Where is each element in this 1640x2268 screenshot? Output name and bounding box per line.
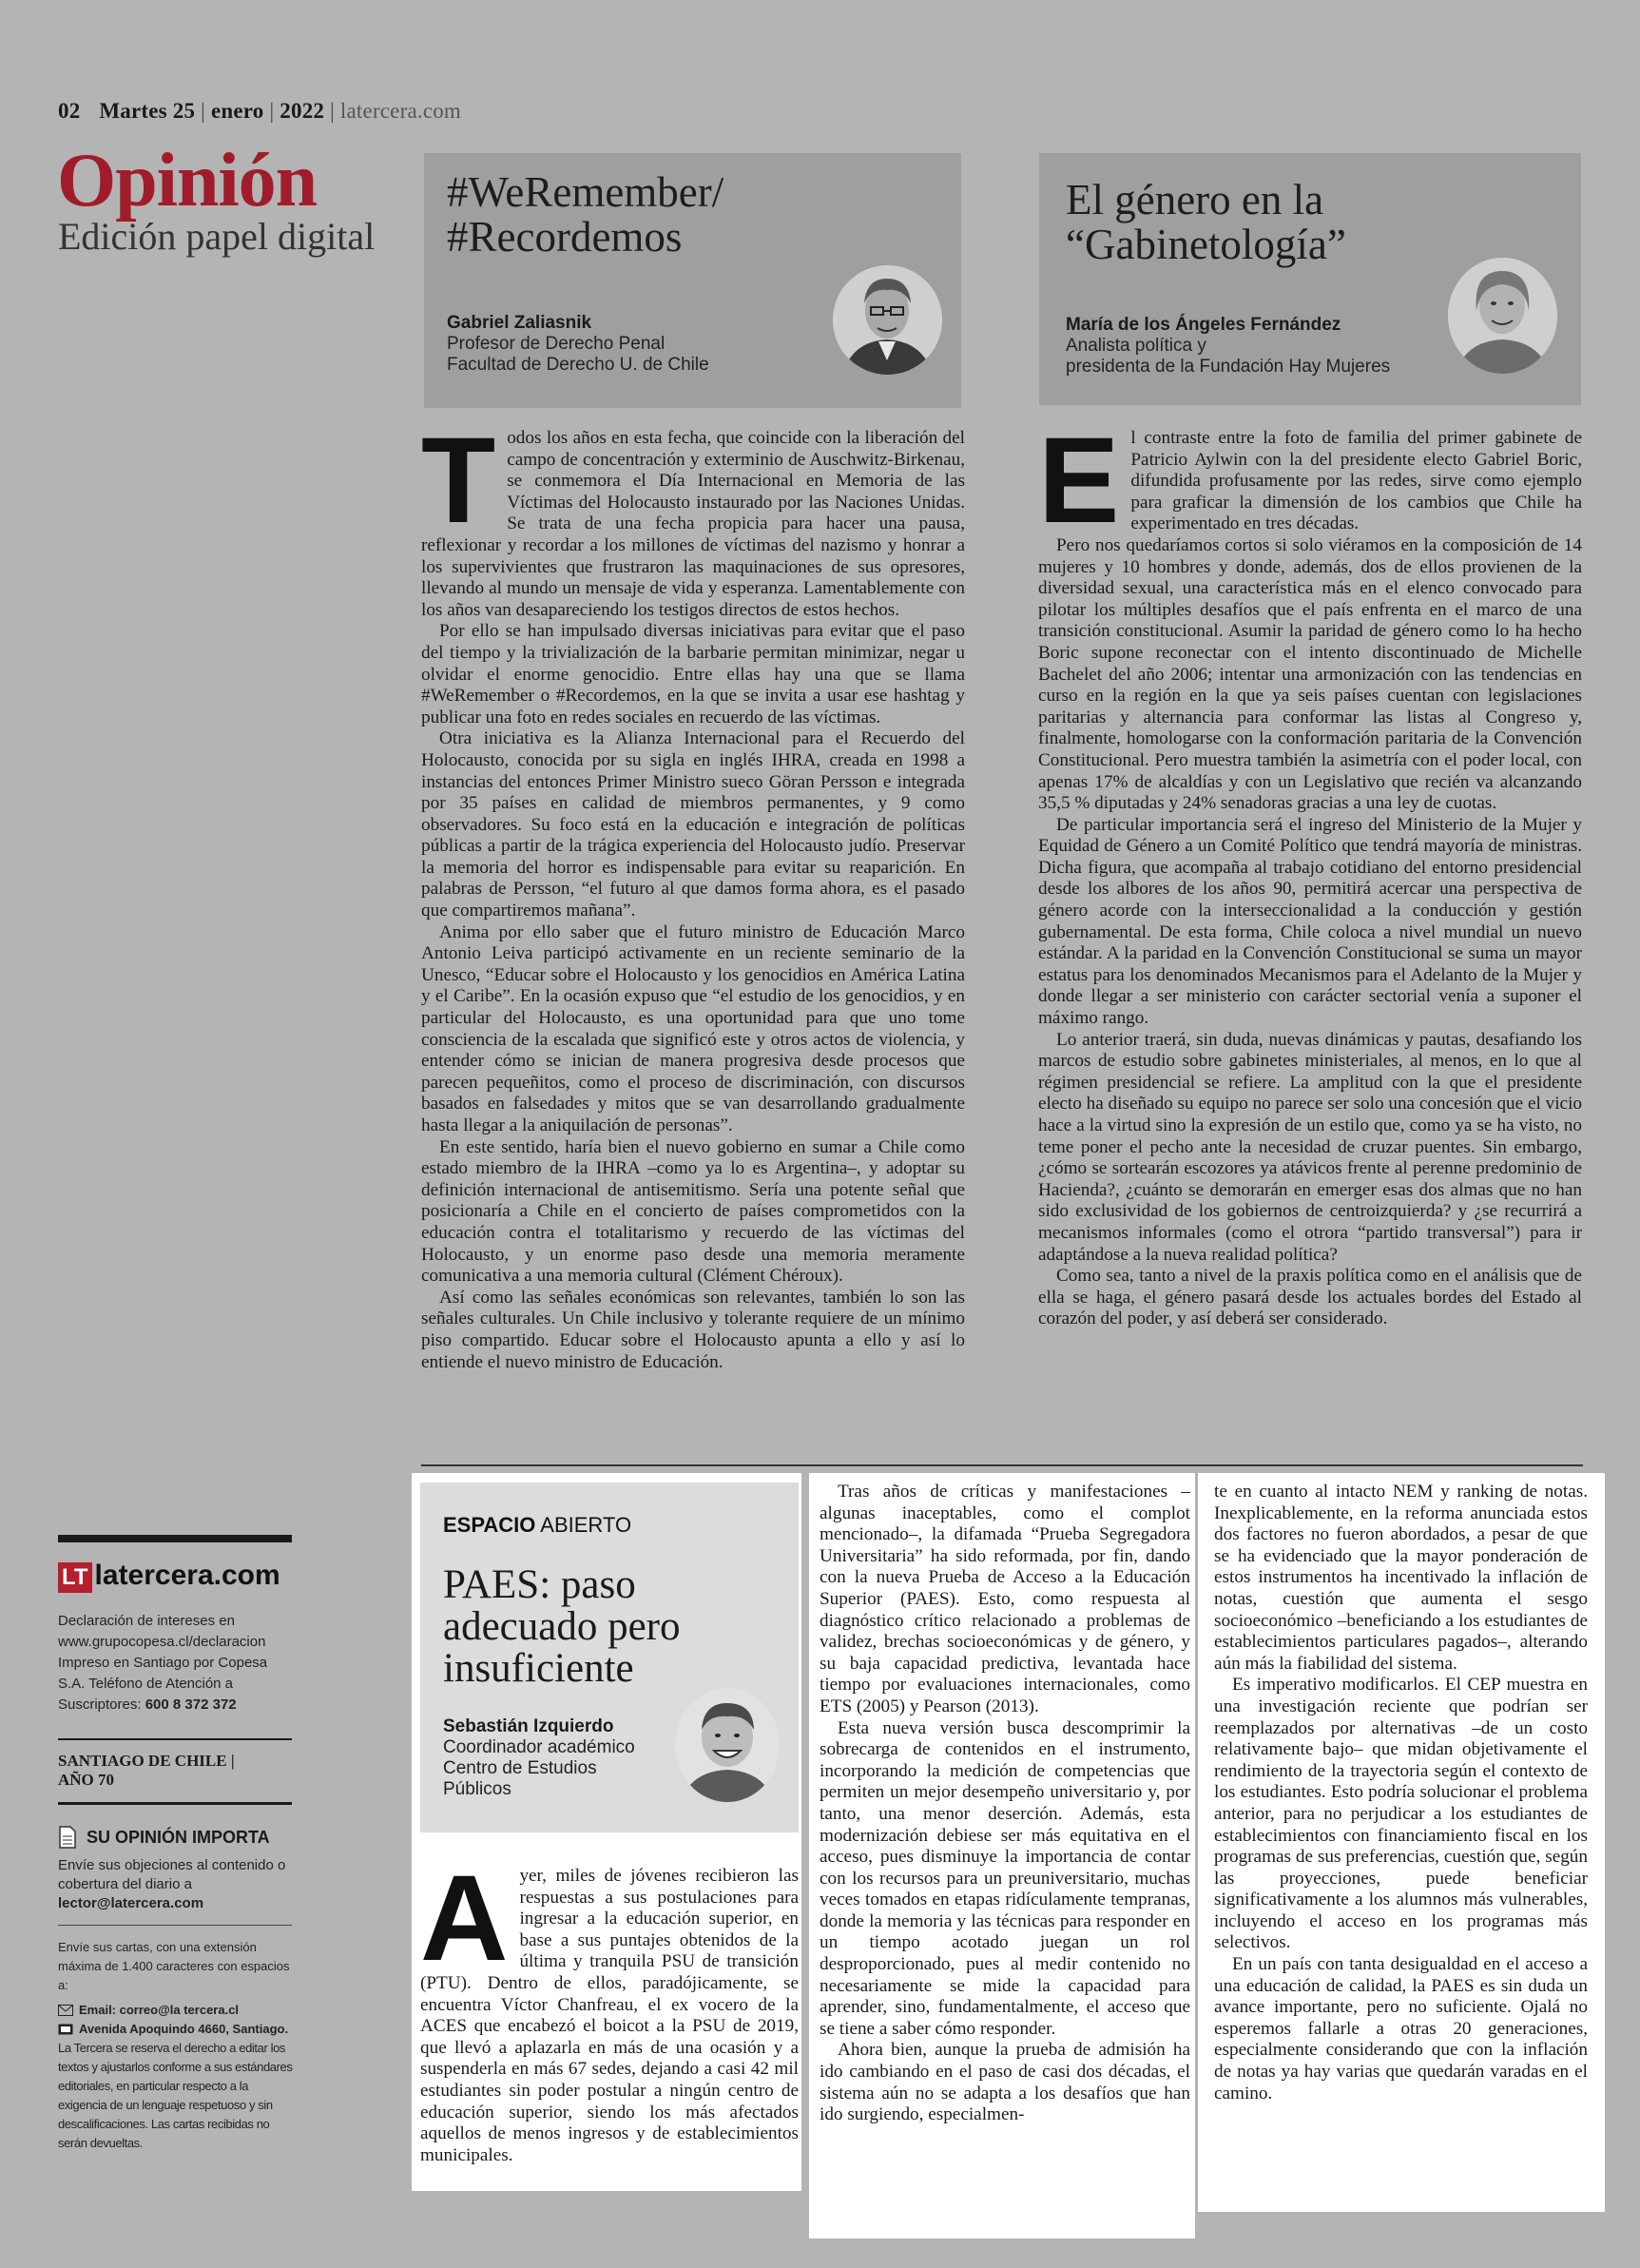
sidebar-letters: Envíe sus cartas, con una extensión máxima de 1.400 caracteres con espacios a: Email: correo@la tercera.cl Avenida Apoquindo 4660, Santiago. La Tercera se reserva el derecho a editar los textos y ajustarlos conforme a sus estándares editoriales, en particular respecto a la exigencia de un lenguaje respetuoso y sin descalificaciones. Las cartas recibidas no serán devueltas. [58, 1938, 296, 2153]
article3-author-portrait [675, 1688, 780, 1802]
article1-role: Profesor de Derecho Penal Facultad de Derecho U. de Chile [447, 334, 709, 375]
latercera-logo-icon: LT [58, 1562, 92, 1593]
email-icon [58, 2005, 73, 2016]
article2-dropcap: E [1038, 413, 1120, 549]
article2-author: María de los Ángeles Fernández [1066, 315, 1341, 335]
article2-role: Analista política y presidenta de la Fundación Hay Mujeres [1066, 336, 1391, 377]
article3-column-2 [820, 1482, 1190, 2126]
page-number: 02 [58, 99, 81, 123]
article1-header-box [424, 153, 961, 408]
header-year: 2022 [280, 99, 325, 123]
article3-dropcap: A [420, 1851, 509, 1987]
article2-paragraph: Pero nos quedaríamos cortos si solo viéramos en la composición de 14 mujeres y 10 hombres y donde, además, dos de ellos provienen de la diversidad sexual, una característica más en el elenco convocado para pilotar los múltiples desafíos que el país enfrenta en el marco de una transición constitucional. Asumir la paridad de género como lo ha hecho Boric supone reconectar con el intento discontinuado de Michelle Bachelet del año 2006; intentar una armonización con las tendencias en curso en la región en la que ya seis países cuentan con legislaciones paritarias y alternancia para conformar las listas al Congreso y, finalmente, homologarse con la conformación paritaria de la Convención Constitucional. Pero muestra también la asimetría con el poder local, con apenas 17% de alcaldías y con un Legislativo que recién va alcanzando 35,5 % diputadas y 24% senadoras gracias a una ley de cuotas. [1038, 534, 1582, 814]
sidebar-email-line[interactable]: Email: correo@la tercera.cl [79, 2003, 240, 2017]
article3-role: Coordinador académico Centro de Estudios Públicos [443, 1737, 635, 1799]
section-divider [421, 1464, 1583, 1466]
sidebar-divider [58, 1802, 292, 1805]
article3-paragraph: Esta nueva versión busca descomprimir la sobrecarga de contenidos en el instrumento, incorporando la medición de competencias que permiten un mejor desempeño universitario y, por tanto, una menor deserción. Además, esta modernización debiese ser más equitativa en el acceso, pues disminuye la importancia de contar con los recursos para un preuniversitario, muchas veces tomados en etapas ridículamente tempranas, donde la memoria y las técnicas para responder en un tiempo acotado juegan un rol desproporcionado, pues al medir contenido no necesariamente se mide la capacidad para aprender, sino, fundamentalmente, el acceso que se tiene a saber cómo responder. [820, 1717, 1190, 2039]
sidebar-edition: SANTIAGO DE CHILE | AÑO 70 [58, 1752, 235, 1789]
article3-paragraph: Ahora bien, aunque la prueba de admisión ha ido cambiando en el paso de casi dos décadas, el sistema aún no se adapta a los desafíos que han ido surgiendo, especialmen- [820, 2040, 1190, 2125]
article1-paragraph: Por ello se han impulsado diversas iniciativas para evitar que el paso del tiempo y la trivialización de la barbarie permitan minimizar, negar u olvidar el enorme genocidio. Entre ellas hay una que se llama #WeRemember o #Recordemos, en la que se invita a usar ese hashtag y publicar una foto en redes sociales en recuerdo de las víctimas. [421, 621, 965, 727]
sidebar-address-line: Avenida Apoquindo 4660, Santiago. [79, 2022, 289, 2036]
article3-header-box [420, 1483, 799, 1832]
section-title: Opinión [57, 139, 318, 223]
article3-paragraph: Es imperativo modificarlos. El CEP muestra en una investigación reciente que podrían ser reemplazados por alternativas –de un costo relativamente bajo– que midan objetivamente el rendimiento de la trayectoria según el contexto de los estudiantes. Esto podría solucionar el problema anterior, para no perjudicar a los estudiantes de establecimientos con financiamiento fiscal en los programas de sus preferencias, cuestión que, según las proyecciones, puede beneficiar significativamente a los alumnos más vulnerables, incluyendo el acceso en los programas más selectivos. [1214, 1675, 1588, 1953]
section-subtitle: Edición papel digital [58, 215, 376, 258]
article3-paragraph: Tras años de críticas y manifestaciones –algunas inaceptables, como el complot mencionado–, la difamada “Prueba Segregadora Universitaria” ha sido reformada, por fin, dando con la nueva Prueba de Acceso a la Educación Superior (PAES). Esto, como respuesta al diagnóstico crítico relacionado a problemas de validez, brechas socioeconómicas y de género, y su baja capacidad predictiva, levantada hace tiempo por evaluaciones internacionales, como ETS (2005) y Pearson (2013). [820, 1482, 1190, 1716]
article1-paragraph: Anima por ello saber que el futuro ministro de Educación Marco Antonio Leiva participó activamente en un reciente seminario de la Unesco, “Educar sobre el Holocausto y los genocidios en América Latina y el Caribe”. En la ocasión expuso que “el estudio de los genocidios, y en particular del Holocausto, es una oportunidad para que uno tome consciencia de la escalada que significó este y otros actos de violencia, y entender cómo se inician de manera progresiva desde procesos que parecen pequeñitos, como el proceso de discriminación, con discursos basados en falsedades y mitos que se van desarrollando gradualmente hasta llegar a la aniquilación de personas”. [421, 921, 965, 1135]
sidebar-phone: 600 8 372 372 [145, 1696, 237, 1713]
sidebar-opinion-text: Envíe sus objeciones al contenido o cobertura del diario a lector@latercera.com [58, 1857, 286, 1911]
article3-paragraph: En un país con tanta desigualdad en el acceso a una educación de calidad, la PAES es sin duda un avance importante, pero no suficiente. Ojalá no esperemos fallarle a otras 20 generaciones, especialmente considerando que con la inflación de notas ya hay varias que quedarán varadas en el camino. [1214, 1954, 1588, 2103]
sidebar-divider [58, 1925, 292, 1926]
sidebar-top-bar [58, 1535, 292, 1542]
sidebar-divider [58, 1738, 292, 1740]
sidebar-disclaimer: La Tercera se reserva el derecho a editar los textos y ajustarlos conforme a sus estándares editoriales, en particular respecto a la exigencia de un lenguaje respetuoso y sin descalificaciones. Las cartas recibidas no serán devueltas. [58, 2041, 293, 2150]
article2-paragraph: l contraste entre la foto de familia del primer gabinete de Patricio Aylwin con la del presidente electo Gabriel Boric, difundida profusamente por las redes, sirve como ejemplo para graficar la dimensión de los cambios que Chile ha experimentado en tres décadas. [1130, 428, 1582, 534]
article3-paragraph: te en cuanto al intacto NEM y ranking de notas. Inexplicablemente, en la reforma anunciada estos dos factores no fueron abordados, a pesar de que se ha evidenciado que la mayor ponderación de estos instrumentos ha incentivado la inflación de notas, cuestión que aumenta el sesgo socioeconómico –beneficiando a los estudiantes de establecimientos particulares pagados–, alterando aún más la fiabilidad del sistema. [1214, 1482, 1588, 1674]
article1-author-portrait [833, 265, 942, 375]
sidebar-opinion-heading: SU OPINIÓN IMPORTA [58, 1826, 270, 1849]
article1-body [421, 413, 965, 1373]
article2-title: El género en la “Gabinetología” [1066, 176, 1346, 268]
article1-paragraph: En este sentido, haría bien el nuevo gobierno en sumar a Chile como estado miembro de la IHRA –como ya lo es Argentina–, y adoptar su definición internacional de antisemitismo. Sería una potente señal que posicionaría a Chile en el concierto de países comprometidos con la educación contra el totalitarismo y recuerdo de las víctimas del Holocausto, y un enorme paso desde una memoria meramente comunicativa a una memoria cultural (Clément Chéroux). [421, 1136, 965, 1287]
sidebar-declaration: Declaración de intereses en www.grupocopesa.cl/declaracion Impreso en Santiago por Copesa S.A. Teléfono de Atención a Suscriptores: 600 8 372 372 [58, 1613, 268, 1713]
header-site[interactable]: latercera.com [339, 99, 462, 123]
article1-paragraph: Así como las señales económicas son relevantes, también lo son las señales culturales. Un Chile inclusivo y tolerante requiere de un mínimo piso compartido. Educar sobre el Holocausto apunta a ello y así lo entiende el nuevo ministro de Educación. [421, 1287, 965, 1372]
article2-paragraph: Lo anterior traerá, sin duda, nuevas dinámicas y pautas, desafiando los marcos de estudio sobre gabinetes ministeriales, al menos, en lo que al régimen presidencial se refiere. La amplitud con la que el presidente electo ha diseñado su equipo no parece ser solo una concesión que el vicio hace a la virtud sino la expresión de un estilo que, como ya se ha visto, no teme poner el pecho ante la necesidad de cruzar puentes. Sin embargo, ¿cómo se sortearán escozores ya atávicos frente al perenne predominio de Hacienda?, ¿cuánto se demorarán en emerger esas dos almas que no han sido exclusividad de los gobiernos de centroizquierda? y ¿se recurrirá a mecanismos informales (como el otrora “partido transversal”) para ir adaptándose a la nueva realidad política? [1038, 1029, 1582, 1265]
sidebar-opinion-email[interactable]: lector@latercera.com [58, 1895, 204, 1911]
article2-author-portrait [1448, 258, 1557, 374]
article3-title: PAES: paso adecuado pero insuficiente [443, 1562, 681, 1691]
article1-author: Gabriel Zaliasnik [447, 313, 592, 333]
document-icon [58, 1826, 77, 1849]
article2-paragraph: De particular importancia será el ingreso del Ministerio de la Mujer y Equidad de Género a un Comité Político que tendrá mayoría de ministras. Dicha figura, que acompaña al trabajo cotidiano del entorno presidencial desde los albores de los años 90, permitirá acercar una perspectiva de género acorde con la interseccionalidad a la conducción y gestión gubernamental. De esta forma, Chile coloca a nivel mundial un nuevo estándar. A la paridad en la Convención Constitucional se suma un mayor estatus para los denominados Mecanismos para el Adelanto de la Mujer y donde llegar a ser ministerio con carácter sectorial venía a suponer el máximo rango. [1038, 814, 1582, 1029]
article3-column-1 [420, 1851, 799, 2166]
article1-dropcap: T [421, 413, 496, 549]
article2-paragraph: Como sea, tanto a nivel de la praxis política como en el análisis que de ella se haga, el género pasará desde los actuales bordes del Estado al corazón del poder, y así deberá ser considerado. [1038, 1266, 1582, 1329]
mail-address-icon [58, 2024, 73, 2035]
sidebar-logo[interactable]: LT latercera.com [58, 1560, 280, 1593]
article2-body [1038, 413, 1582, 1330]
article2-header-box [1039, 153, 1581, 405]
article3-paragraph: yer, miles de jóvenes recibieron las respuestas a sus postulaciones para ingresar a la educación superior, en base a sus puntajes obtenidos de la última y tranquila PSU de transición (PTU). Dentro de ellos, paradójicamente, se encuentra Víctor Chanfreau, el ex vocero de la ACES que encabezó el boicot a la PSU de 2019, que llevó a aplazarla en más de una ocasión y a suspenderla en más 67 sedes, dejando a casi 42 mil estudiantes sin poder postular a ningún centro de educación superior, siendo los más afectados aquellos de menos ingresos y de establecimientos municipales. [420, 1866, 799, 2165]
article3-column-3 [1214, 1482, 1588, 2104]
article1-paragraph: Otra iniciativa es la Alianza Internacional para el Recuerdo del Holocausto, conocida por su sigla en inglés IHRA, creada en 1998 a instancias del entonces Primer Ministro sueco Göran Persson e integrada por 35 países en calidad de miembros permanentes, y 9 como observadores. Su foco está en la educación e integración de políticas públicas a partir de la trágica experiencia del Holocausto judío. Preservar la memoria del horror es indispensable para evitar su reaparición. En palabras de Persson, “el futuro al que damos forma ahora, es el pasado que compartiremos mañana”. [421, 728, 965, 921]
header-day: Martes 25 [99, 99, 196, 123]
header-month: enero [210, 99, 264, 123]
article3-kicker: ESPACIO ABIERTO [443, 1513, 632, 1537]
page-header: 02 Martes 25 | enero | 2022 | latercera.com [58, 99, 462, 123]
article1-title: #WeRemember/ #Recordemos [447, 168, 724, 261]
article1-paragraph: odos los años en esta fecha, que coincide con la liberación del campo de concentración y exterminio de Auschwitz-Birkenau, se conmemora el Día Internacional en Memoria de las Víctimas del Holocausto instaurado por las Naciones Unidas. Se trata de una fecha propicia para hacer una pausa, reflexionar y recordar a los millones de víctimas del nazismo y honrar a los supervivientes que frustraron las maquinaciones de sus opresores, llevando al mundo un mensaje de vida y esperanza. Lamentablemente con los años van desapareciendo los testigos directos de estos hechos. [421, 428, 965, 620]
article3-author: Sebastián Izquierdo [443, 1716, 614, 1736]
